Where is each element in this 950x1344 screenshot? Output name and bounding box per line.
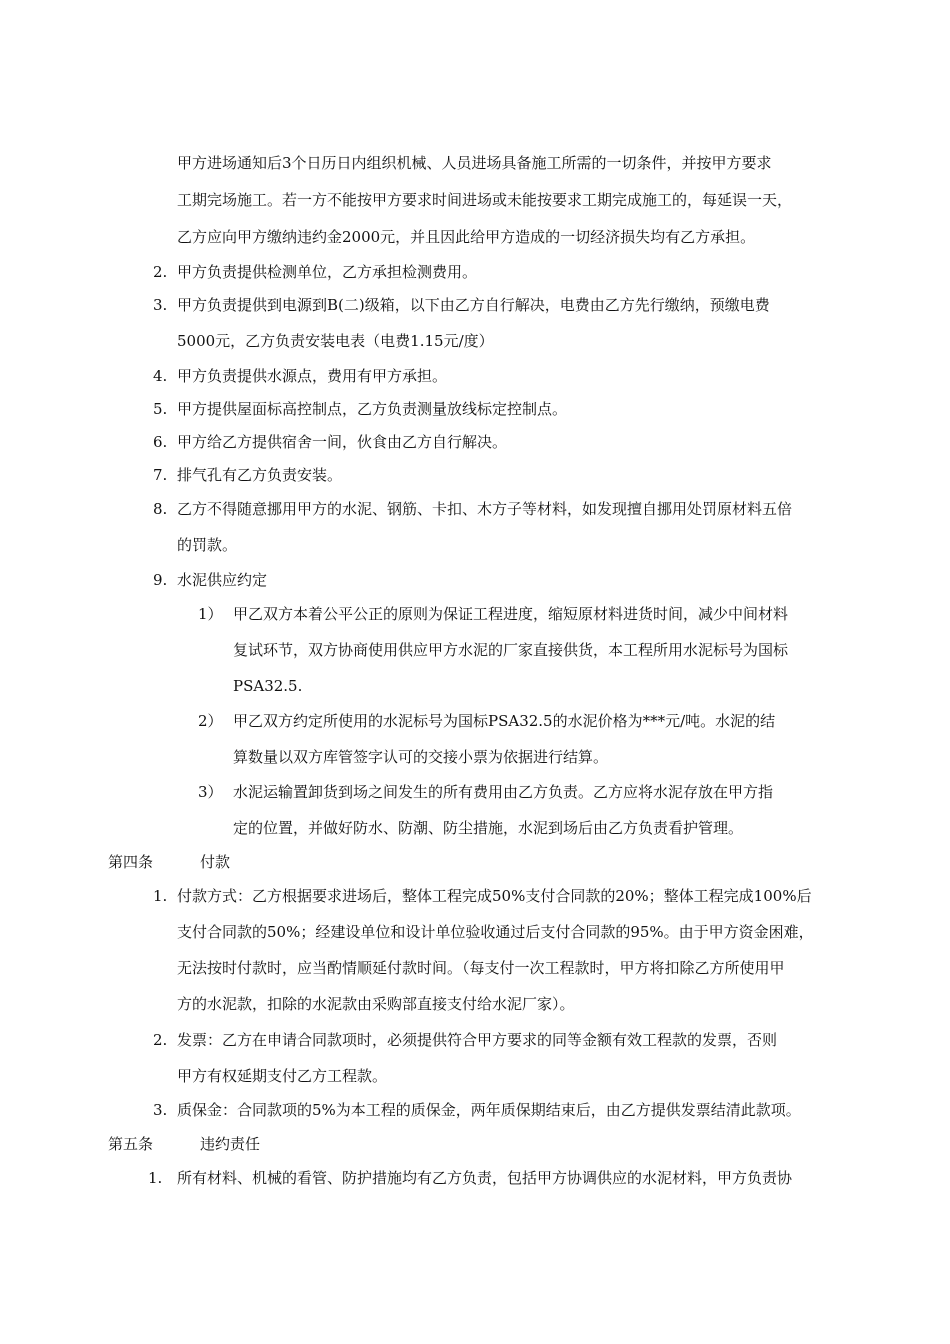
item1-line-3: 乙方应向甲方缴纳违约金2000元，并且因此给甲方造成的一切经济损失均有乙方承担。	[177, 228, 756, 246]
subitem-number: 1）	[198, 605, 223, 623]
item-number: 8.	[153, 500, 168, 518]
subitem-text: 算数量以双方库管签字认可的交接小票为依据进行结算。	[233, 748, 609, 766]
item-text: 的罚款。	[177, 536, 238, 554]
item-text: 质保金：合同款项的5%为本工程的质保金，两年质保期结束后，由乙方提供发票结清此款项。	[177, 1101, 801, 1119]
item-text: 甲方给乙方提供宿舍一间，伙食由乙方自行解决。	[177, 433, 508, 451]
item-number: 7.	[153, 466, 168, 484]
item-text: 乙方不得随意挪用甲方的水泥、钢筋、卡扣、木方子等材料，如发现擅自挪用处罚原材料五倍	[177, 500, 793, 518]
item-number: 2.	[153, 1031, 168, 1049]
article5-label: 第五条	[108, 1135, 154, 1153]
item-text: 甲方提供屋面标高控制点，乙方负责测量放线标定控制点。	[177, 400, 568, 418]
item-number: 1.	[148, 1169, 163, 1187]
item-number: 3.	[153, 296, 168, 314]
item-number: 3.	[153, 1101, 168, 1119]
item-text: 发票：乙方在申请合同款项时，必须提供符合甲方要求的同等金额有效工程款的发票，否则	[177, 1031, 778, 1049]
subitem-text: 甲乙双方约定所使用的水泥标号为国标PSA32.5的水泥价格为***元/吨。水泥的结	[233, 712, 776, 730]
article5-title: 违约责任	[200, 1135, 261, 1153]
subitem-number: 2）	[198, 712, 223, 730]
subitem-text: 复试环节，双方协商使用供应甲方水泥的厂家直接供货，本工程所用水泥标号为国标	[233, 641, 789, 659]
subitem-text: PSA32.5.	[233, 677, 303, 695]
item-text: 支付合同款的50%；经建设单位和设计单位验收通过后支付合同款的95%。由于甲方资金困难，	[177, 923, 814, 941]
item-text: 甲方负责提供水源点，费用有甲方承担。	[177, 367, 448, 385]
item-text: 甲方有权延期支付乙方工程款。	[177, 1067, 388, 1085]
item-number: 2.	[153, 263, 168, 281]
item-text: 甲方负责提供到电源到B(二)级箱，以下由乙方自行解决，电费由乙方先行缴纳，预缴电费	[177, 296, 770, 314]
item-text: 5000元，乙方负责安装电表（电费1.15元/度）	[177, 332, 494, 350]
item1-line-1: 甲方进场通知后3个日历日内组织机械、人员进场具备施工所需的一切条件，并按甲方要求	[177, 154, 772, 172]
subitem-text: 甲乙双方本着公平公正的原则为保证工程进度，缩短原材料进货时间，减少中间材料	[233, 605, 789, 623]
item-number: 1.	[153, 887, 168, 905]
item-text: 所有材料、机械的看管、防护措施均有乙方负责，包括甲方协调供应的水泥材料，甲方负责协	[177, 1169, 793, 1187]
item-text: 方的水泥款，扣除的水泥款由采购部直接支付给水泥厂家）。	[177, 995, 575, 1013]
article4-title: 付款	[200, 853, 231, 871]
item-text: 排气孔有乙方负责安装。	[177, 466, 343, 484]
item-number: 9.	[153, 571, 168, 589]
item-number: 4.	[153, 367, 168, 385]
subitem-number: 3）	[198, 783, 223, 801]
item-number: 5.	[153, 400, 168, 418]
item-number: 6.	[153, 433, 168, 451]
item-text: 无法按时付款时，应当酌情顺延付款时间。（每支付一次工程款时，甲方将扣除乙方所使用甲	[177, 959, 785, 977]
item-text: 水泥供应约定	[177, 571, 268, 589]
item-text: 付款方式：乙方根据要求进场后，整体工程完成50%支付合同款的20%；整体工程完成100%后	[177, 887, 812, 905]
subitem-text: 水泥运输置卸货到场之间发生的所有费用由乙方负责。乙方应将水泥存放在甲方指	[233, 783, 774, 801]
item-text: 甲方负责提供检测单位，乙方承担检测费用。	[177, 263, 478, 281]
article4-label: 第四条	[108, 853, 154, 871]
item1-line-2: 工期完场施工。若一方不能按甲方要求时间进场或未能按要求工期完成施工的，每延误一天，	[177, 191, 793, 209]
subitem-text: 定的位置，并做好防水、防潮、防尘措施，水泥到场后由乙方负责看护管理。	[233, 819, 744, 837]
